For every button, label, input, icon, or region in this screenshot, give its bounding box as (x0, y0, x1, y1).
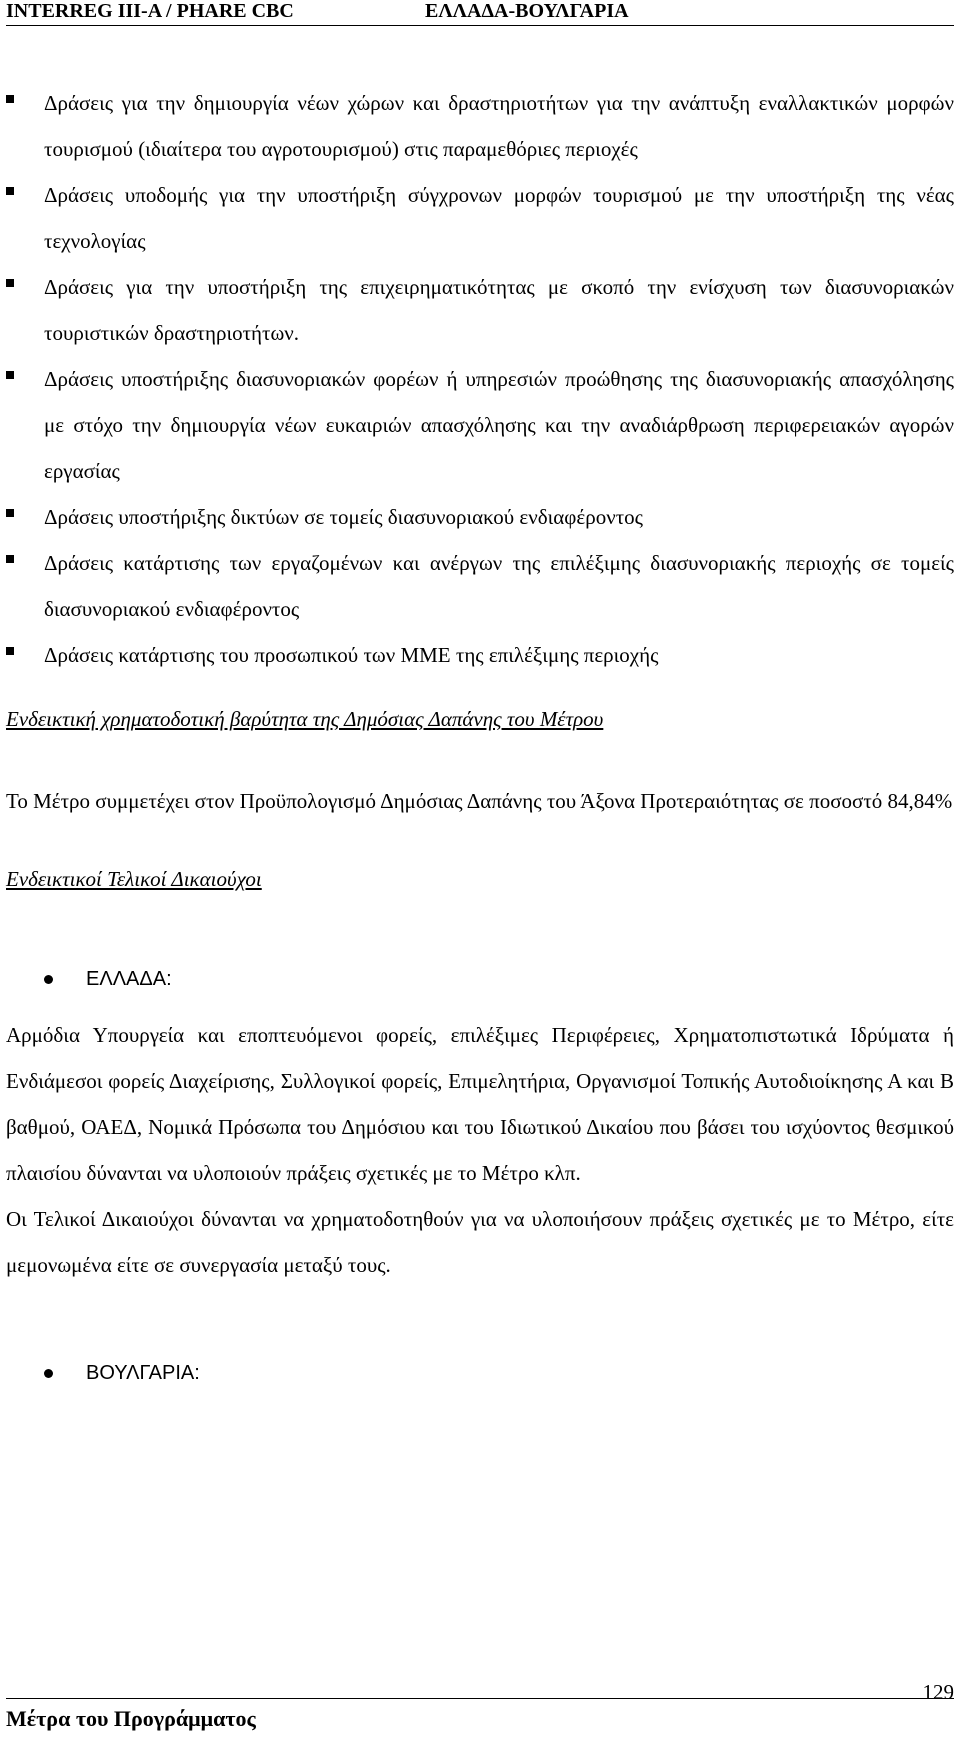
square-bullet-icon (6, 187, 14, 195)
action-item (6, 80, 954, 172)
header-rule (6, 25, 954, 26)
action-text: Δράσεις υποστήριξης δικτύων σε τομείς διασυνοριακού ενδιαφέροντος (44, 505, 643, 529)
beneficiaries-title: Ενδεικτικοί Τελικοί Δικαιούχοι (6, 867, 262, 891)
square-bullet-icon (6, 279, 14, 287)
action-item (6, 172, 954, 264)
actions-list (6, 80, 954, 678)
page-header (0, 0, 960, 26)
cooperation-text: Οι Τελικοί Δικαιούχοι δύνανται να χρηματοδοτηθούν για να υλοποιήσουν πράξεις σχετικές με το Μέτρο, είτε μεμονωμένα είτε σε συνεργασία μεταξύ τους. (6, 1207, 954, 1277)
round-bullet-icon (44, 1369, 53, 1378)
action-item (6, 494, 954, 540)
action-item (6, 356, 954, 494)
action-text: Δράσεις υποδομής για την υποστήριξη σύγχρονων μορφών τουρισμού με την υποστήριξη της νέας τεχνολογίας (44, 183, 954, 253)
action-item (6, 540, 954, 632)
square-bullet-icon (6, 647, 14, 655)
page-number: 129 (922, 1680, 954, 1704)
action-text: Δράσεις υποστήριξης διασυνοριακών φορέων ή υπηρεσιών προώθησης της διασυνοριακής απασχόλησης με στόχο την δημιουργία νέων ευκαιριών απασχόλησης και την αναδιάρθρωση περιφερειακών αγορών εργασίας (44, 367, 954, 483)
action-item (6, 632, 954, 678)
action-text: Δράσεις κατάρτισης των εργαζομένων και ανέργων της επιλέξιμης διασυνοριακής περιοχής σε τομείς διασυνοριακού ενδιαφέροντος (44, 551, 954, 621)
action-text: Δράσεις για την δημιουργία νέων χώρων και δραστηριοτήτων για την ανάπτυξη εναλλακτικών μορφών τουρισμού (ιδιαίτερα του αγροτουρισμού) στις παραμεθόριες περιοχές (44, 91, 954, 161)
square-bullet-icon (6, 509, 14, 517)
bulgaria-bullet-item (6, 1360, 954, 1386)
square-bullet-icon (6, 371, 14, 379)
header-program: INTERREG III-A / PHARE CBC (6, 0, 294, 22)
square-bullet-icon (6, 555, 14, 563)
greece-beneficiaries-text: Αρμόδια Υπουργεία και εποπτευόμενοι φορείς, επιλέξιμες Περιφέρειες, Χρηματοπιστωτικά Ιδρύματα ή Ενδιάμεσοι φορείς Διαχείρισης, Συλλογικοί φορείς, Επιμελητήρια, Οργανισμοί Τοπικής Αυτοδιοίκησης Α και Β βαθμού, ΟΑΕΔ, Νομικά Πρόσωπα του Δημόσιου και του Ιδιωτικού Δικαίου που βάσει του ισχύοντος θεσμικού πλαισίου δύνανται να υλοποιούν πράξεις σχετικές με το Μέτρο κλπ. (6, 1023, 954, 1185)
funding-text: Το Μέτρο συμμετέχει στον Προϋπολογισμό Δημόσιας Δαπάνης του Άξονα Προτεραιότητας σε ποσοστό 84,84% (6, 789, 953, 813)
action-text: Δράσεις για την υποστήριξη της επιχειρηματικότητας με σκοπό την ενίσχυση των διασυνοριακών τουριστικών δραστηριοτήτων. (44, 275, 954, 345)
bulgaria-label: ΒΟΥΛΓΑΡΙΑ: (86, 1362, 200, 1384)
footer-rule (6, 1698, 954, 1699)
action-text: Δράσεις κατάρτισης του προσωπικού των ΜΜΕ της επιλέξιμης περιοχής (44, 643, 659, 667)
round-bullet-icon (44, 975, 53, 984)
greece-label: ΕΛΛΑΔΑ: (86, 968, 172, 990)
page-content (6, 80, 954, 1386)
header-countries: ΕΛΛΑΔΑ-ΒΟΥΛΓΑΡΙΑ (425, 0, 629, 22)
funding-title: Ενδεικτική χρηματοδοτική βαρύτητα της Δημόσιας Δαπάνης του Μέτρου (6, 707, 604, 731)
footer-section-title: Μέτρα του Προγράμματος (6, 1706, 256, 1731)
square-bullet-icon (6, 95, 14, 103)
greece-bullet-item (6, 966, 954, 992)
action-item (6, 264, 954, 356)
